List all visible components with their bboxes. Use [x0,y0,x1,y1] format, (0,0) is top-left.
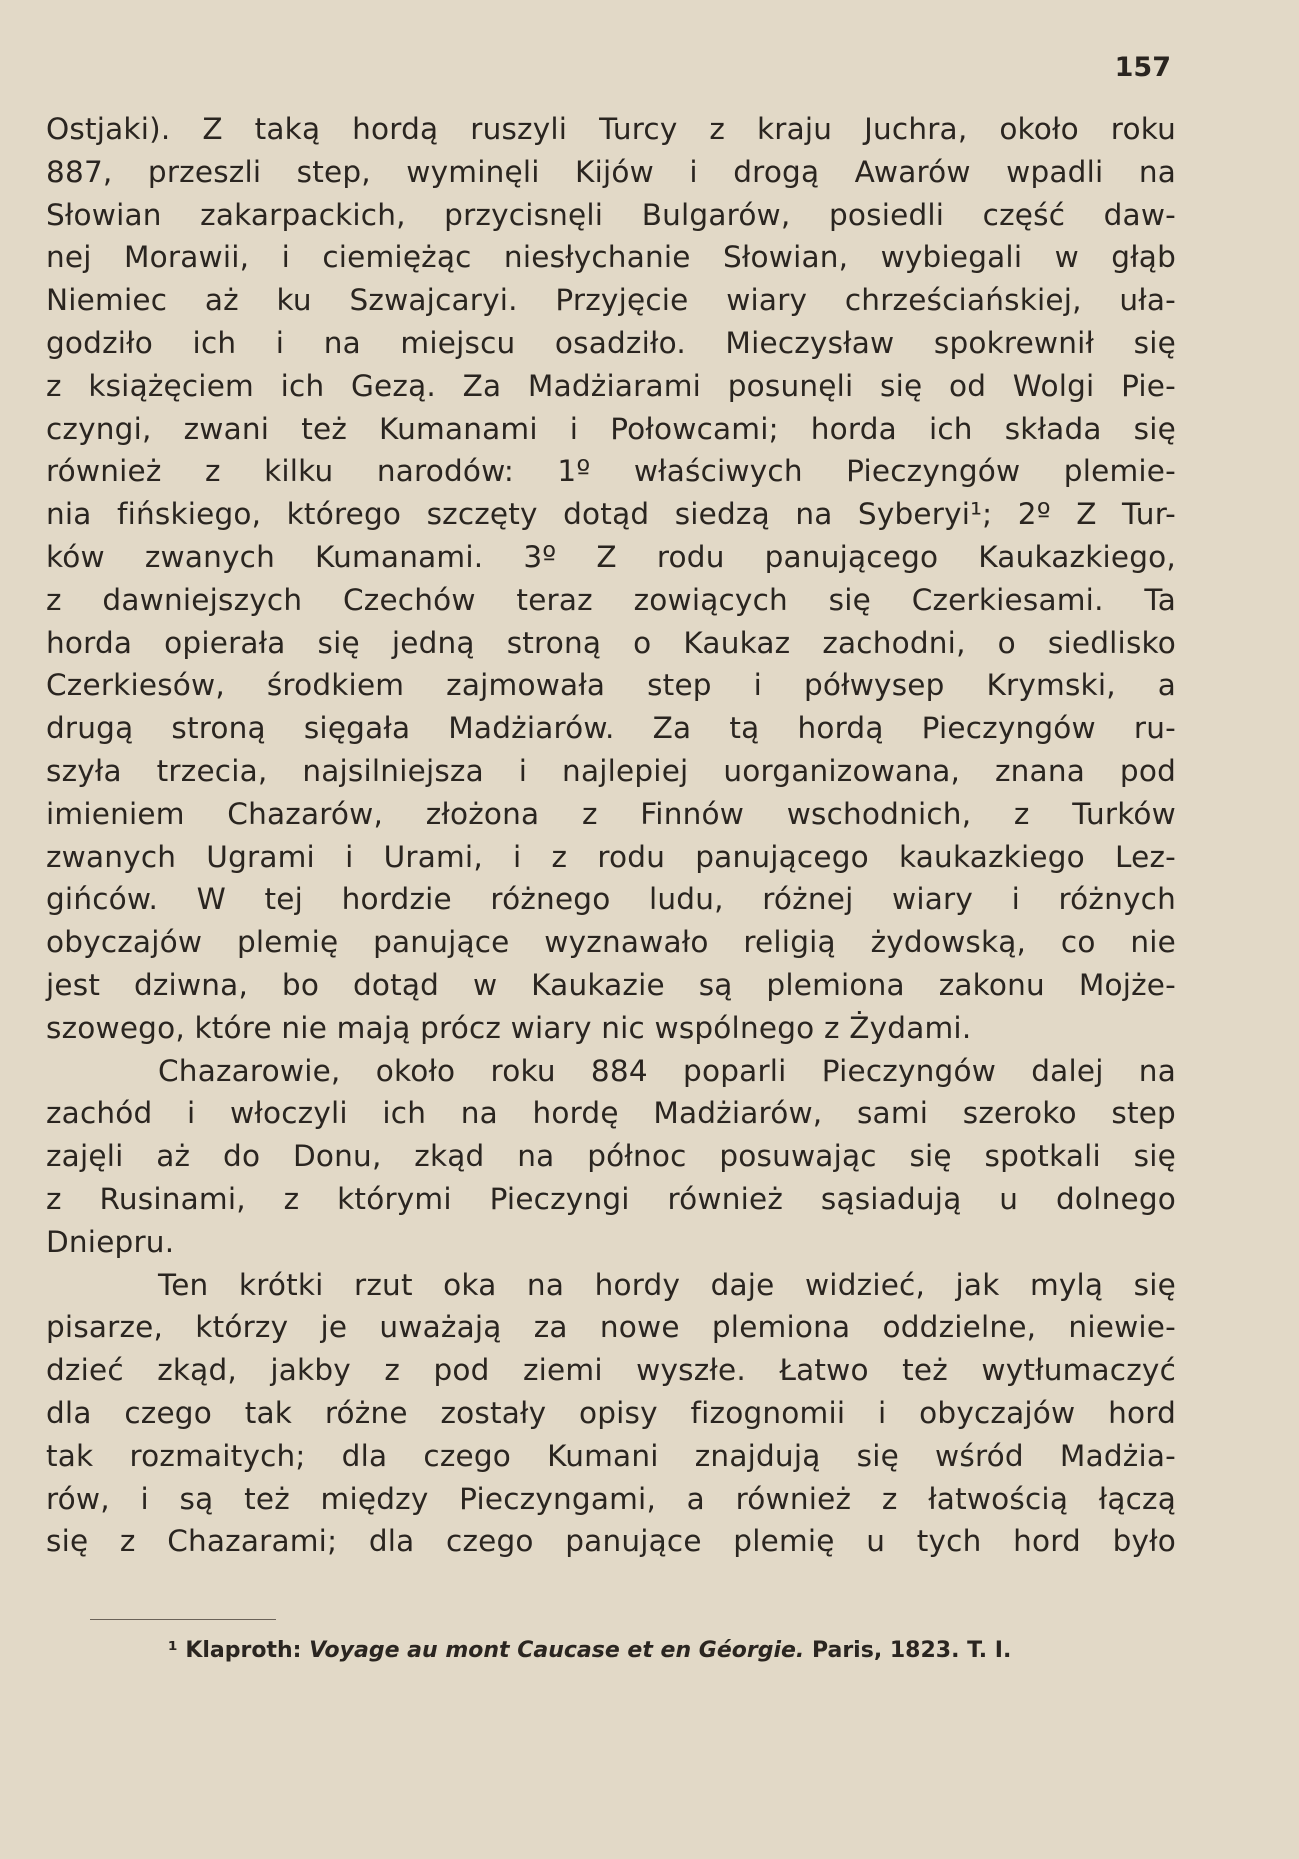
text-line: Ostjaki). Z taką hordą ruszyli Turcy z kraju Juchra, około roku [46,112,1176,146]
text-line: również z kilku narodów: 1º właściwych Pieczyngów plemie- [46,454,1176,489]
footnote-marker: ¹ [168,1638,178,1663]
text-line: czyngi, zwani też Kumanami i Połowcami; horda ich składa się [46,411,1176,446]
text-line: szowego, które nie mają prócz wiary nic wspólnego z Żydami. [46,1010,972,1045]
text-line: nej Morawii, i ciemiężąc niesłychanie Słowian, wybiegali w głąb [46,240,1176,275]
footnote-publication: Paris, 1823. T. I. [811,1638,1012,1663]
page-number: 157 [1114,52,1171,83]
text-line: pisarze, którzy je uważają za nowe plemiona oddzielne, niewie- [46,1310,1176,1345]
text-line: zwanych Ugrami i Urami, i z rodu panującego kaukazkiego Lez- [46,839,1176,874]
footnote-title: Voyage au mont Caucase et en Géorgie. [309,1638,805,1663]
footnote-divider [90,1619,276,1620]
text-line: horda opierała się jedną stroną o Kaukaz zachodni, o siedlisko [46,625,1176,660]
text-line: nia fińskiego, którego szczęty dotąd siedzą na Syberyi¹; 2º Z Tur- [46,497,1176,532]
text-line: się z Chazarami; dla czego panujące plemię u tych hord było [46,1524,1176,1559]
text-line: tak rozmaitych; dla czego Kumani znajdują się wśród Madżia- [46,1438,1176,1473]
text-line: dla czego tak różne zostały opisy fizognomii i obyczajów hord [46,1395,1176,1430]
text-line: z dawniejszych Czechów teraz zowiących się Czerkiesami. Ta [46,582,1176,617]
text-line: jest dziwna, bo dotąd w Kaukazie są plemiona zakonu Mojże- [46,967,1176,1002]
text-line: imieniem Chazarów, złożona z Finnów wschodnich, z Turków [46,796,1176,831]
text-line: zachód i włoczyli ich na hordę Madżiarów, sami szeroko step [46,1096,1176,1131]
text-line: szyła trzecia, najsilniejsza i najlepiej uorganizowana, znana pod [46,753,1176,788]
text-line: Ten krótki rzut oka na hordy daje widzieć, jak mylą się [158,1267,1176,1302]
text-line: Niemiec aż ku Szwajcaryi. Przyjęcie wiary chrześciańskiej, uła- [46,283,1176,318]
text-line: drugą stroną sięgała Madżiarów. Za tą hordą Pieczyngów ru- [46,711,1176,746]
footnote-author: Klaproth: [185,1638,302,1663]
text-line: rów, i są też między Pieczyngami, a również z łatwością łączą [46,1481,1176,1516]
text-line: 887, przeszli step, wyminęli Kijów i drogą Awarów wpadli na [46,154,1176,189]
text-line: Słowian zakarpackich, przycisnęli Bulgarów, posiedli część daw- [46,197,1176,232]
footnote [168,1638,1011,1663]
text-line: ków zwanych Kumanami. 3º Z rodu panującego Kaukazkiego, [46,539,1176,574]
text-line: Chazarowie, około roku 884 poparli Pieczyngów dalej na [158,1053,1176,1088]
text-line: obyczajów plemię panujące wyznawało religią żydowską, co nie [46,925,1176,960]
text-line: gińców. W tej hordzie różnego ludu, różnej wiary i różnych [46,882,1176,917]
text-line: z książęciem ich Gezą. Za Madżiarami posunęli się od Wolgi Pie- [46,368,1176,403]
text-line: z Rusinami, z którymi Pieczyngi również sąsiadują u dolnego [46,1181,1176,1216]
text-line: Dniepru. [46,1224,175,1259]
text-line: zajęli aż do Donu, zkąd na północ posuwając się spotkali się [46,1139,1176,1174]
text-line: Czerkiesów, środkiem zajmowała step i półwysep Krymski, a [46,668,1176,703]
body-text [46,108,1176,1563]
text-line: dzieć zkąd, jakby z pod ziemi wyszłe. Łatwo też wytłumaczyć [46,1353,1176,1388]
text-line: godziło ich i na miejscu osadziło. Mieczysław spokrewnił się [46,325,1176,360]
